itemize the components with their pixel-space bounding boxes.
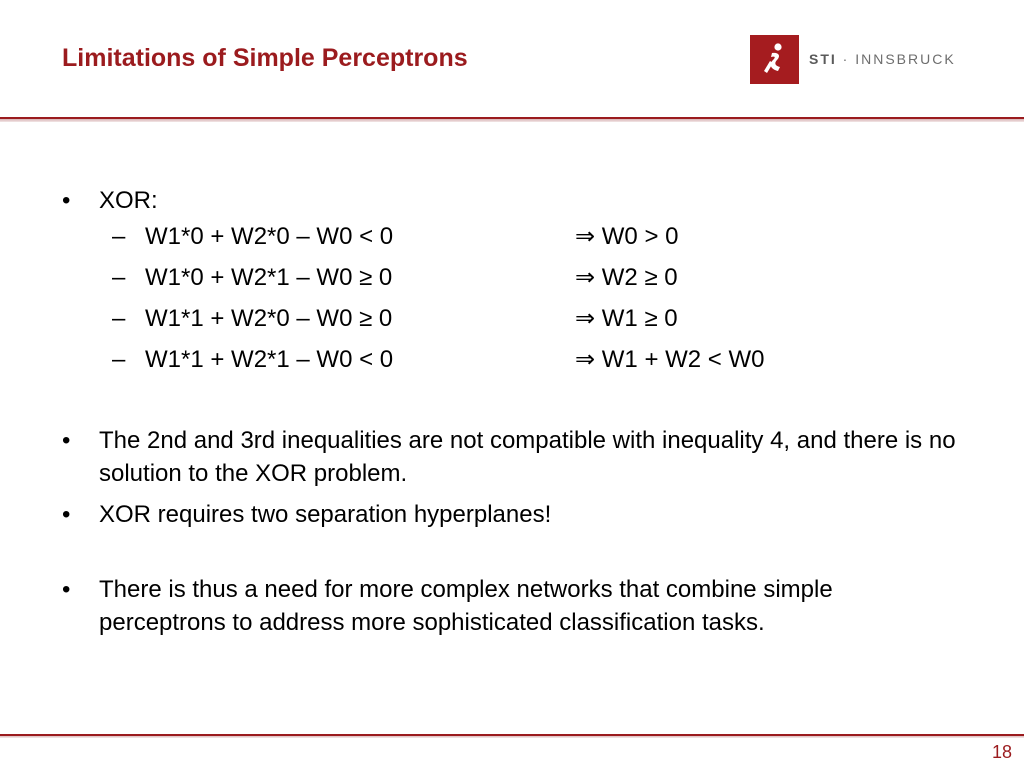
sti-innsbruck-logo [750, 34, 956, 84]
inequality: W1*0 + W2*0 – W0 < 0 [145, 223, 394, 250]
inequality: W1*1 + W2*1 – W0 < 0 [145, 346, 394, 373]
sub-marker: – [112, 264, 126, 291]
bullet-item [62, 498, 962, 531]
header-divider [0, 117, 1024, 122]
bullet-marker: • [62, 187, 71, 214]
sti-figure-icon [750, 35, 799, 84]
bullet-item [62, 573, 962, 639]
bullet-marker: • [62, 501, 71, 528]
implication: ⇒ W1 + W2 < W0 [575, 346, 765, 373]
sub-item [62, 220, 962, 261]
implication: ⇒ W2 ≥ 0 [575, 264, 678, 291]
sub-item [62, 261, 962, 302]
inequality: W1*1 + W2*0 – W0 ≥ 0 [145, 305, 393, 332]
logo-separator: · [836, 51, 856, 67]
implication: ⇒ W0 > 0 [575, 223, 679, 250]
bullet-item [62, 184, 962, 220]
sub-marker: – [112, 346, 126, 373]
logo-text [809, 51, 956, 67]
logo-name: INNSBRUCK [855, 51, 956, 67]
sub-item [62, 343, 962, 384]
bullet-marker: • [62, 576, 71, 603]
page-number: 18 [991, 742, 1012, 762]
sub-marker: – [112, 305, 126, 332]
bullet-text: The 2nd and 3rd inequalities are not compatible with inequality 4, and there is no solution to the XOR problem. [99, 427, 956, 487]
footer-divider [0, 734, 1024, 738]
bullet-marker: • [62, 427, 71, 454]
implication: ⇒ W1 ≥ 0 [575, 305, 678, 332]
inequality: W1*0 + W2*1 – W0 ≥ 0 [145, 264, 393, 291]
slide-body [62, 184, 962, 639]
bullet-item [62, 424, 962, 490]
bullet-text: There is thus a need for more complex networks that combine simple perceptrons to address more sophisticated classification tasks. [99, 576, 833, 636]
bullet-text: XOR requires two separation hyperplanes! [99, 501, 552, 528]
slide-title: Limitations of Simple Perceptrons [62, 44, 468, 72]
logo-brand: STI [809, 51, 837, 67]
bullet-text: XOR: [99, 187, 158, 214]
sub-item [62, 302, 962, 343]
sub-marker: – [112, 223, 126, 250]
